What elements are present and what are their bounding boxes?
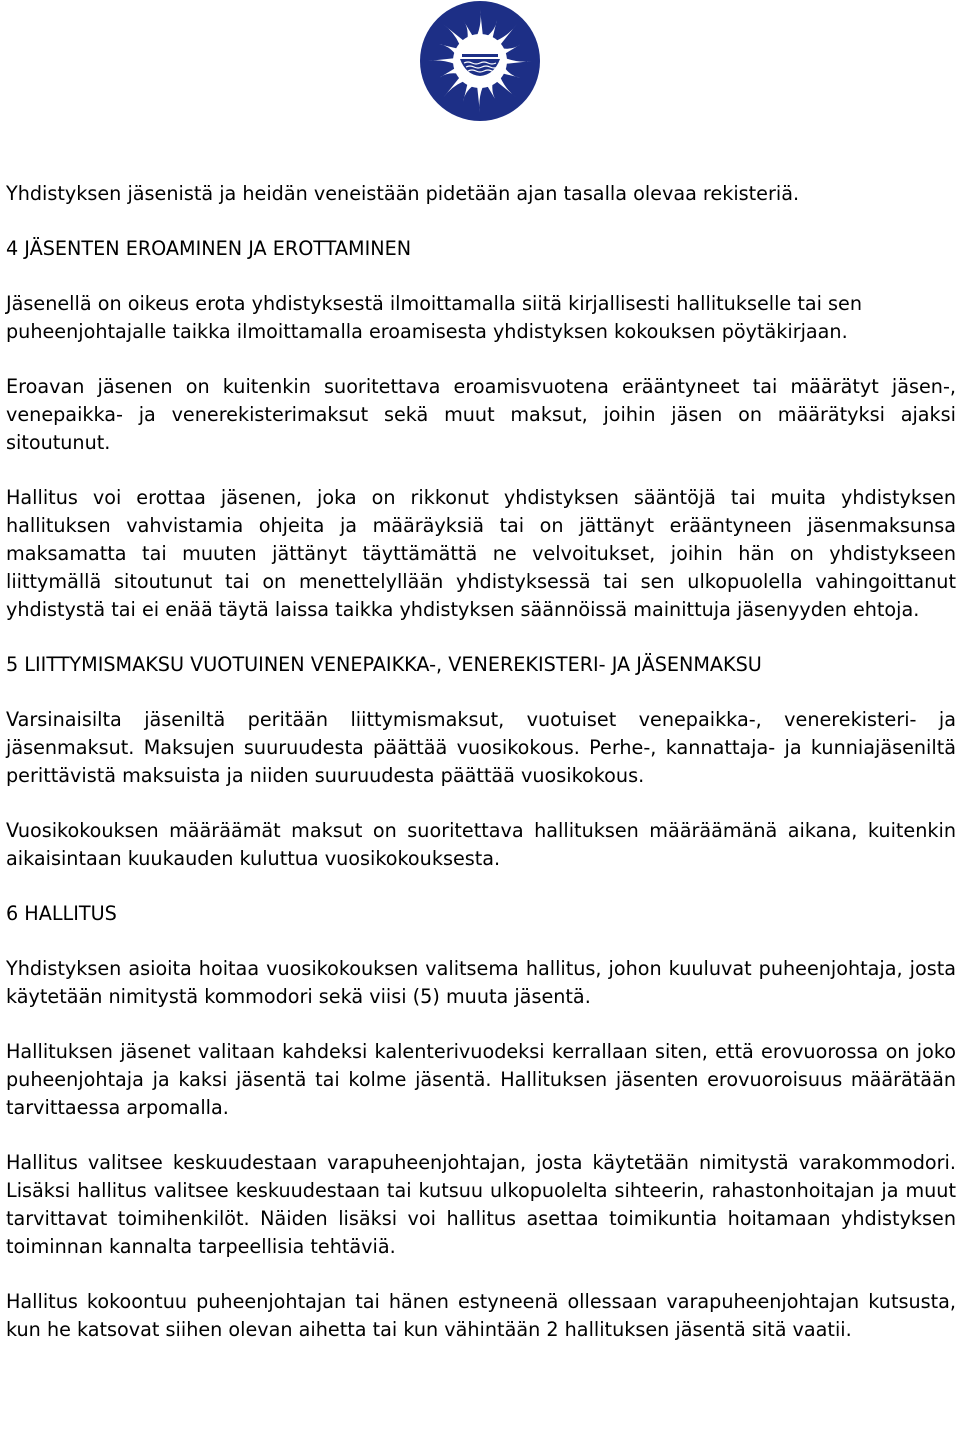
paragraph-board-officers: Hallitus valitsee keskuudestaan varapuheenjohtajan, josta käytetään nimitystä varakommodori. Lisäksi hallitus valitsee keskuudestaan tai kutsuu ulkopuolelta sihteerin, rahastonhoitajan ja muut tarvittavat toimihenkilöt. Näiden lisäksi voi hallitus asettaa toimikuntia hoitamaan yhdistyksen toiminnan kannalta tarpeellisia tehtäviä. [6,1151,956,1258]
paragraph-resignation: Jäsenellä on oikeus erota yhdistyksestä ilmoittamalla siitä kirjallisesti hallitukselle tai sen puheenjohtajalle taikka ilmoittamalla eroamisesta yhdistyksen kokouksen pöytäkirjaan. [6,292,862,343]
heading-section-5: 5 LIITTYMISMAKSU VUOTUINEN VENEPAIKKA-, VENEREKISTERI- JA JÄSENMAKSU [6,653,762,676]
paragraph-fees: Varsinaisilta jäseniltä peritään liittymismaksut, vuotuiset venepaikka-, venerekisteri- ja jäsenmaksut. Maksujen suuruudesta päättää vuosikokous. Perhe-, kannattaja- ja kunniajäseniltä perittävistä maksuista ja niiden suuruudesta päättää vuosikokous. [6,708,956,787]
document-body [6,180,956,1371]
paragraph-expulsion: Hallitus voi erottaa jäsenen, joka on rikkonut yhdistyksen sääntöjä tai muita yhdistyksen hallituksen vahvistamia ohjeita ja määräyksiä tai on jättänyt erääntyneen jäsenmaksunsa maksamatta tai muuten jättänyt täyttämättä ne velvoitukset, joihin hän on yhdistykseen liittymällä sitoutunut tai on menettelyllään yhdistyksessä tai sen ulkopuolella vahingoittanut yhdistystä tai ei enää täytä laissa taikka yhdistyksen säännöissä mainittuja jäsenyyden ehtoja. [6,486,956,621]
heading-section-6: 6 HALLITUS [6,902,117,925]
paragraph-fee-payment: Vuosikokouksen määräämät maksut on suoritettava hallituksen määräämänä aikana, kuitenkin aikaisintaan kuukauden kuluttua vuosikokouksesta. [6,819,956,870]
paragraph-board-terms: Hallituksen jäsenet valitaan kahdeksi kalenterivuodeksi kerrallaan siten, että erovuorossa on joko puheenjohtaja ja kaksi jäsentä tai kolme jäsentä. Hallituksen jäsenten erovuoroisuus määrätään tarvittaessa arpomalla. [6,1040,956,1119]
paragraph-resigning-fees: Eroavan jäsenen on kuitenkin suoritettava eroamisvuotena erääntyneet tai määrätyt jäsen-, venepaikka- ja venerekisterimaksut sekä muut maksut, joihin jäsen on määrätyksi ajaksi sitoutunut. [6,375,956,454]
paragraph-board-meetings: Hallitus kokoontuu puheenjohtajan tai hänen estyneenä ollessaan varapuheenjohtajan kutsusta, kun he katsovat siihen olevan aihetta tai kun vähintään 2 hallituksen jäsentä sitä vaatii. [6,1290,956,1341]
club-logo [419,0,541,122]
paragraph-board-composition: Yhdistyksen asioita hoitaa vuosikokouksen valitsema hallitus, johon kuuluvat puheenjohtaja, josta käytetään nimitystä kommodori sekä viisi (5) muuta jäsentä. [6,957,956,1008]
heading-section-4: 4 JÄSENTEN EROAMINEN JA EROTTAMINEN [6,237,412,260]
paragraph-registry: Yhdistyksen jäsenistä ja heidän veneistään pidetään ajan tasalla olevaa rekisteriä. [6,182,800,205]
sun-boat-emblem-icon [419,0,541,122]
